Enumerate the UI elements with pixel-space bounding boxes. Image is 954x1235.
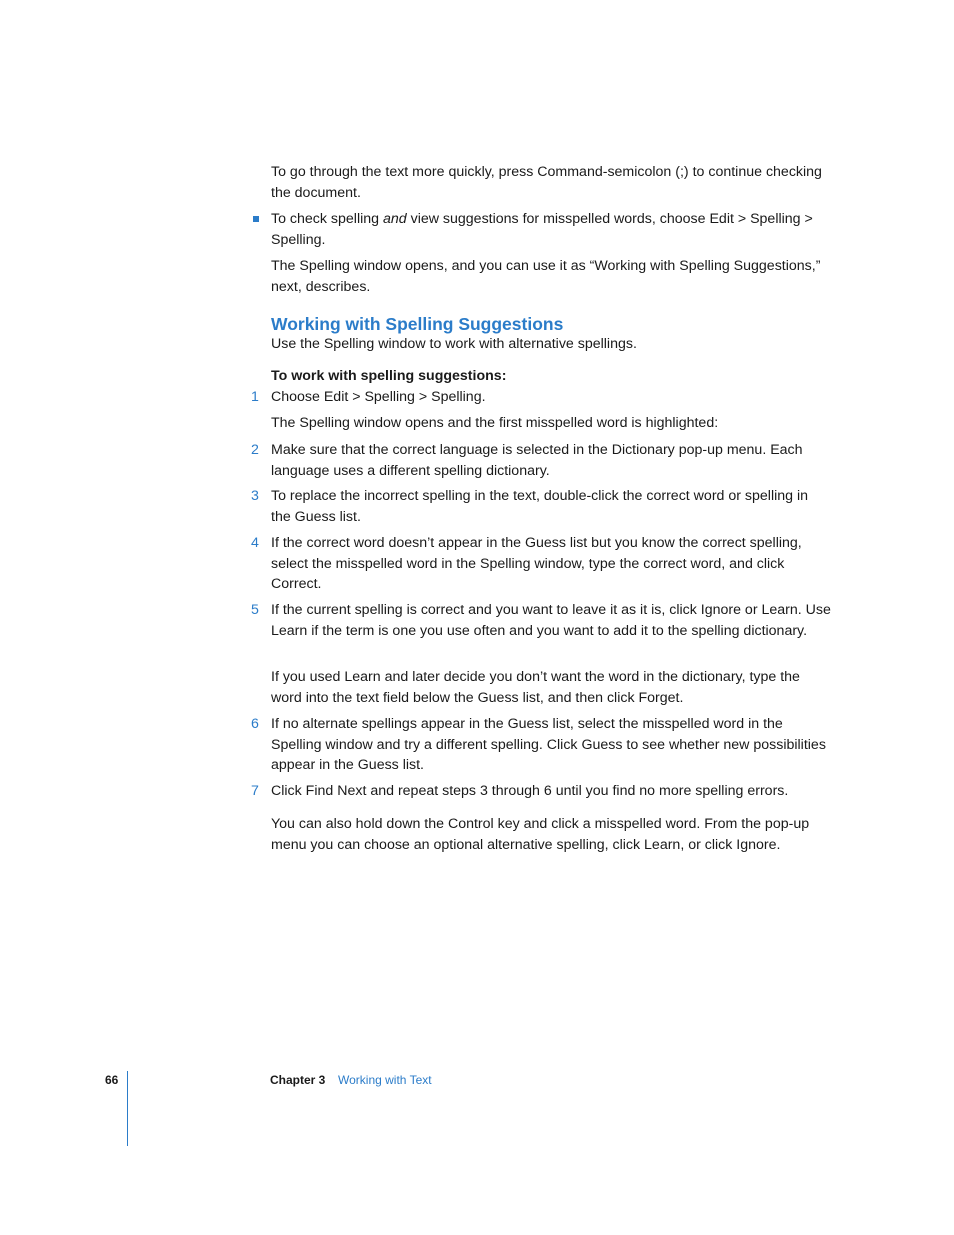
bullet-square-icon [253, 216, 259, 222]
step-number: 5 [251, 602, 259, 618]
footer-chapter-title: Working with Text [338, 1073, 432, 1087]
step-number: 7 [251, 783, 259, 799]
spelling-window-paragraph: The Spelling window opens, and you can use it as “Working with Spelling Suggestions,” next, describes. [271, 258, 821, 295]
step-number: 2 [251, 442, 259, 458]
step-text: To replace the incorrect spelling in the text, double-click the correct word or spelling in the Guess list. [271, 488, 809, 525]
bullet-text-em: and [382, 211, 407, 227]
section-intro: Use the Spelling window to work with alternative spellings. [271, 336, 637, 352]
step-number: 6 [251, 716, 259, 732]
intro-paragraph: To go through the text more quickly, press Command-semicolon (;) to continue checking the document. [271, 164, 822, 201]
step1-note: The Spelling window opens and the first misspelled word is highlighted: [271, 415, 719, 431]
footer-divider [127, 1071, 128, 1146]
step-number: 1 [251, 389, 259, 405]
step-text: If the current spelling is correct and you want to leave it as it is, click Ignore or Learn. Use Learn if the term is one you use often and you want to add it to the spelling dictionary. [271, 602, 831, 639]
step-text: Click Find Next and repeat steps 3 through 6 until you find no more spelling errors. [271, 783, 789, 799]
bullet-text-post: view suggestions for misspelled words, choose Edit > Spelling > Spelling. [271, 211, 813, 248]
step-text: Choose Edit > Spelling > Spelling. [271, 389, 486, 405]
step-number: 3 [251, 488, 259, 504]
bullet-text-pre: To check spelling [271, 211, 383, 227]
step-text: If no alternate spellings appear in the Guess list, select the misspelled word in the Spelling window and try a different spelling. Click Guess to see whether new possibilities appear in the Guess list. [271, 716, 826, 774]
footer-chapter: Chapter 3 [270, 1073, 326, 1087]
page-number: 66 [105, 1073, 119, 1087]
step5-note: If you used Learn and later decide you don’t want the word in the dictionary, type the word into the text field below the Guess list, and then click Forget. [271, 669, 800, 706]
task-label: To work with spelling suggestions: [271, 368, 507, 384]
bullet-paragraph [271, 209, 831, 250]
step-text: If the correct word doesn’t appear in the Guess list but you know the correct spelling, select the misspelled word in the Spelling window, type the correct word, and click Correct. [271, 535, 802, 593]
step-number: 4 [251, 535, 259, 551]
closing-paragraph: You can also hold down the Control key and click a misspelled word. From the pop-up menu you can choose an optional alternative spelling, click Learn, or click Ignore. [271, 816, 810, 853]
step-text: Make sure that the correct language is selected in the Dictionary pop-up menu. Each language uses a different spelling dictionary. [271, 442, 803, 479]
section-heading: Working with Spelling Suggestions [271, 314, 564, 334]
